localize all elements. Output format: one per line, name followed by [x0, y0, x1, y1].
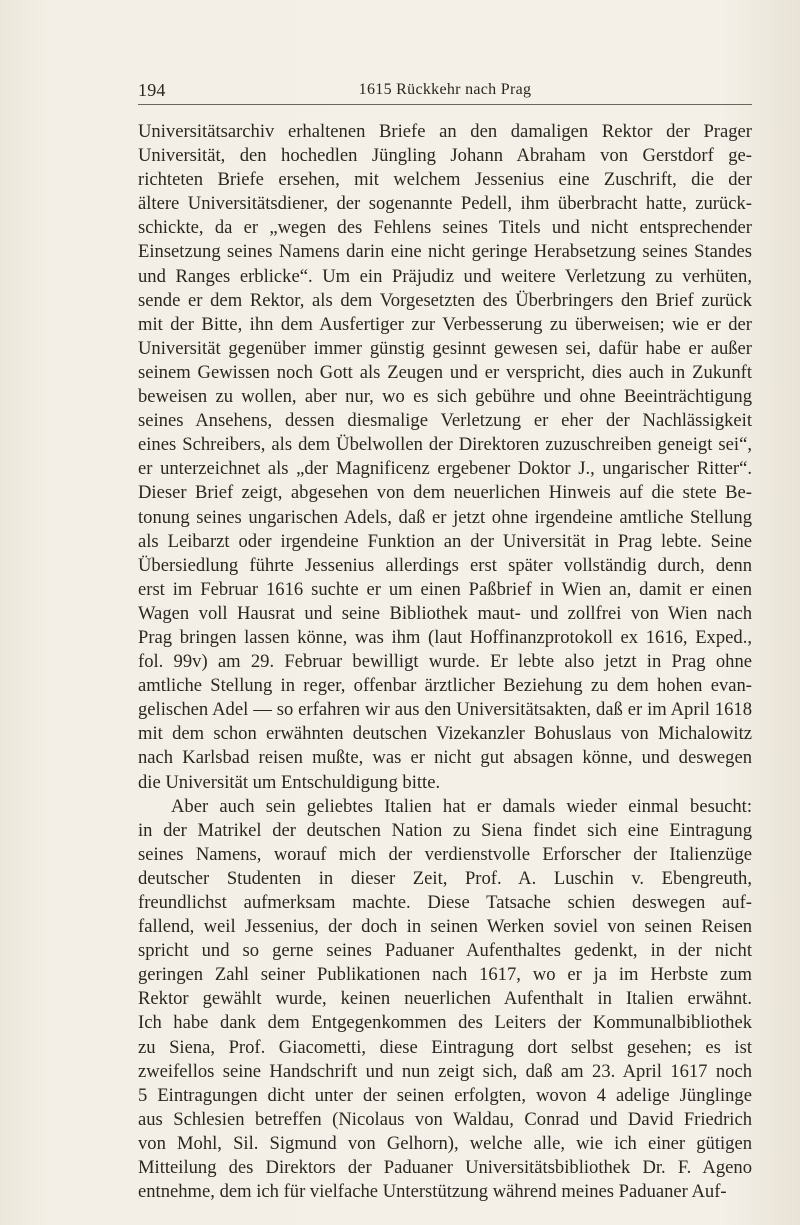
text-line: seines Namens, worauf mich der verdienstvolle Erforscher der Italienzüge — [138, 843, 752, 865]
text-line: Rektor gewählt wurde, keinen neuerlichen Aufenthalt in Italien erwähnt. — [138, 988, 752, 1010]
text-line: nach Karlsbad reisen mußte, was er nicht gut absagen könne, und deswegen — [138, 747, 752, 769]
text-line: Prag bringen lassen könne, was ihm (laut Hoffinanzprotokoll ex 1616, Exped., — [138, 626, 752, 648]
text-line: deutscher Studenten in dieser Zeit, Prof. A. Luschin v. Ebengreuth, — [138, 867, 752, 889]
text-line: amtliche Stellung in reger, offenbar ärztlicher Beziehung zu dem hohen evan- — [138, 675, 752, 697]
text-line: fol. 99v) am 29. Februar bewilligt wurde. Er lebte also jetzt in Prag ohne — [138, 651, 752, 673]
text-line: 5 Eintragungen dicht unter der seinen erfolgten, wovon 4 adelige Jünglinge — [138, 1084, 752, 1106]
text-line: erst im Februar 1616 suchte er um einen Paßbrief in Wien an, damit er einen — [138, 578, 752, 600]
text-line: von Mohl, Sil. Sigmund von Gelhorn), welche alle, wie ich einer gütigen — [138, 1132, 752, 1154]
text-line: seinem Gewissen noch Gott als Zeugen und er verspricht, dies auch in Zukunft — [138, 361, 752, 383]
text-line: seines Ansehens, dessen diesmalige Verletzung er eher der Nachlässigkeit — [138, 410, 752, 432]
text-line: Übersiedlung führte Jessenius allerdings erst später vollständig durch, denn — [138, 554, 752, 576]
text-line: geringen Zahl seiner Publikationen nach 1617, wo er ja im Herbste zum — [138, 964, 752, 986]
text-line: spricht und so gerne seines Paduaner Aufenthaltes gedenkt, in der nicht — [138, 940, 752, 962]
text-line: richteten Briefe ersehen, mit welchem Jessenius eine Zuschrift, die der — [138, 169, 752, 191]
text-line: fallend, weil Jessenius, der doch in seinen Werken soviel von seinen Reisen — [138, 916, 752, 938]
text-line: eines Schreibers, als dem Übelwollen der Direktoren zuzuschreiben geneigt sei“, — [138, 434, 752, 456]
text-line: beweisen zu wollen, aber nur, wo es sich gebühre und ohne Beeinträchtigung — [138, 386, 752, 408]
running-title: 1615 Rückkehr nach Prag — [358, 81, 532, 98]
text-line: aus Schlesien betreffen (Nicolaus von Waldau, Conrad und David Friedrich — [138, 1108, 752, 1130]
text-line: Dieser Brief zeigt, abgesehen von dem neuerlichen Hinweis auf die stete Be- — [138, 482, 752, 504]
text-line: Mitteilung des Direktors der Paduaner Universitätsbibliothek Dr. F. Ageno — [138, 1157, 752, 1179]
text-line: in der Matrikel der deutschen Nation zu Siena findet sich eine Eintragung — [138, 819, 752, 841]
text-line: Universität gegenüber immer günstig gesinnt gewesen sei, dafür habe er außer — [138, 337, 752, 359]
text-line: zweifellos seine Handschrift und nun zeigt sich, daß am 23. April 1617 noch — [138, 1060, 752, 1082]
text-line: er unterzeichnet als „der Magnificenz ergebener Doktor J., ungarischer Ritter“. — [138, 458, 752, 480]
text-line: mit der Bitte, ihn dem Ausfertiger zur Verbesserung zu überweisen; wie er der — [138, 313, 752, 335]
body-text — [138, 120, 752, 1204]
text-line: Ich habe dank dem Entgegenkommen des Leiters der Kommunalbibliothek — [138, 1012, 752, 1034]
text-line: zu Siena, Prof. Giacometti, diese Eintragung dort selbst gesehen; es ist — [138, 1036, 752, 1058]
page-number: 194 — [138, 80, 166, 100]
text-line: die Universität um Entschuldigung bitte. — [138, 771, 441, 793]
text-line: als Leibarzt oder irgendeine Funktion an der Universität in Prag lebte. Seine — [138, 530, 752, 552]
text-line: mit dem schon erwähnten deutschen Vizekanzler Bohuslaus von Michalowitz — [138, 723, 752, 745]
text-line: Aber auch sein geliebtes Italien hat er damals wieder einmal besucht: — [171, 795, 752, 817]
text-line: entnehme, dem ich für vielfache Unterstützung während meines Paduaner Auf- — [138, 1181, 727, 1203]
text-line: gelischen Adel — so erfahren wir aus den Universitätsakten, daß er im April 1618 — [138, 699, 752, 721]
text-line: Wagen voll Hausrat und seine Bibliothek maut- und zollfrei von Wien nach — [138, 602, 752, 624]
text-line: Einsetzung seines Namens darin eine nicht geringe Herabsetzung seines Standes — [138, 241, 752, 263]
text-line: sende er dem Rektor, als dem Vorgesetzten des Überbringers den Brief zurück — [138, 289, 752, 311]
text-line: Universitätsarchiv erhaltenen Briefe an den damaligen Rektor der Prager — [138, 121, 752, 142]
text-line: ältere Universitätsdiener, der sogenannte Pedell, ihm überbracht hatte, zurück- — [138, 193, 752, 215]
text-line: und Ranges erblicke“. Um ein Präjudiz und weitere Verletzung zu verhüten, — [138, 265, 752, 287]
text-line: schickte, da er „wegen des Fehlens seines Titels und nicht entsprechender — [138, 217, 752, 239]
text-line: tonung seines ungarischen Adels, daß er jetzt ohne irgendeine amtliche Stellung — [138, 506, 752, 528]
running-head — [138, 80, 752, 105]
text-line: Universität, den hochedlen Jüngling Johann Abraham von Gerstdorf ge- — [138, 145, 752, 167]
text-line: freundlichst aufmerksam machte. Diese Tatsache schien deswegen auf- — [138, 892, 752, 913]
